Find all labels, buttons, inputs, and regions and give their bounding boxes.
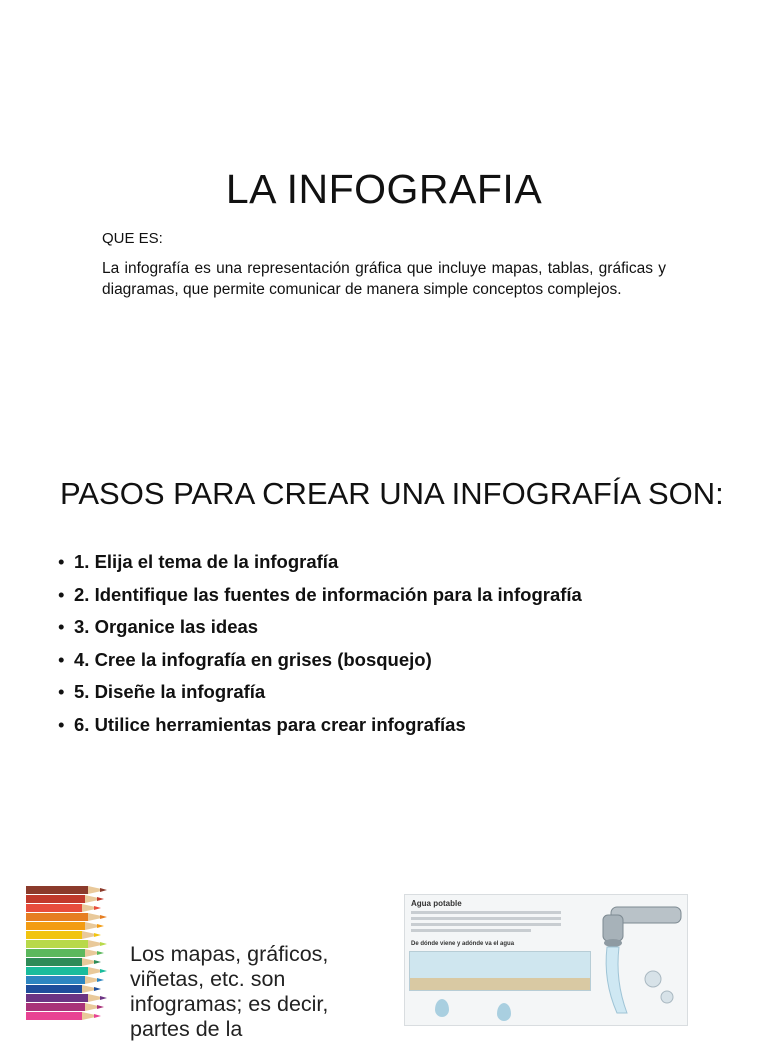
step-text: 4. Cree la infografía en grises (bosquejo) [74, 648, 432, 670]
pencil-icon [26, 994, 112, 1002]
list-item [58, 579, 582, 612]
pencil-icon [26, 967, 112, 975]
bullet-icon: • [58, 713, 65, 735]
pencil-icon [26, 958, 106, 966]
water-drop-icon [497, 1003, 511, 1021]
infographic-subtitle: De dónde viene y adónde va el agua [411, 941, 515, 947]
water-drop-icon [435, 999, 449, 1017]
step-text: 1. Elija el tema de la infografía [74, 551, 339, 572]
slide-steps [0, 440, 768, 860]
pencil-icon [26, 913, 112, 921]
pencil-icon [26, 949, 109, 957]
bullet-icon: • [58, 583, 65, 605]
list-item [58, 611, 582, 644]
pencil-icon [26, 931, 106, 939]
list-item [58, 709, 582, 742]
pencil-icon [26, 904, 106, 912]
water-infographic-image [404, 894, 688, 1026]
pencil-icon [26, 895, 109, 903]
page-title: LA INFOGRAFIA [225, 166, 543, 212]
slide-what-is [0, 0, 768, 420]
infographic-text-block [411, 911, 561, 935]
ground-band [410, 978, 590, 990]
bullet-icon: • [58, 648, 65, 670]
pencil-icon [26, 922, 109, 930]
water-cycle-diagram [409, 951, 591, 991]
pencil-icon [26, 940, 112, 948]
pencil-icon [26, 976, 109, 984]
bullet-icon: • [58, 681, 65, 702]
pencil-icon [26, 985, 106, 993]
step-text: 2. Identifique las fuentes de información para la infografía [74, 583, 582, 605]
list-item [58, 546, 582, 579]
definition-text: La infografía es una representación gráfica que incluye mapas, tablas, gráficas y diagramas, que permite comunicar de manera simple conceptos complejos. [102, 260, 666, 298]
pencil-icon [26, 886, 112, 894]
steps-title: PASOS PARA CREAR UNA INFOGRAFÍA SON: [60, 476, 724, 511]
colored-pencils-image [26, 886, 112, 1024]
infogram-quote: Los mapas, gráficos, viñetas, etc. son infogramas; es decir, partes de la [130, 942, 329, 1041]
bullet-icon: • [58, 551, 65, 572]
faucet-icon [583, 901, 683, 1021]
list-item [58, 676, 582, 709]
steps-list [58, 546, 582, 741]
step-text: 6. Utilice herramientas para crear infografías [74, 713, 466, 735]
section-label: QUE ES: [102, 230, 163, 247]
pencil-icon [26, 1003, 109, 1011]
step-text: 3. Organice las ideas [74, 616, 259, 637]
slide-infograms [0, 862, 768, 1041]
bullet-icon: • [58, 616, 65, 637]
pencil-icon [26, 1012, 106, 1020]
infographic-title: Agua potable [411, 899, 462, 908]
list-item [58, 644, 582, 677]
step-text: 5. Diseñe la infografía [74, 681, 266, 702]
